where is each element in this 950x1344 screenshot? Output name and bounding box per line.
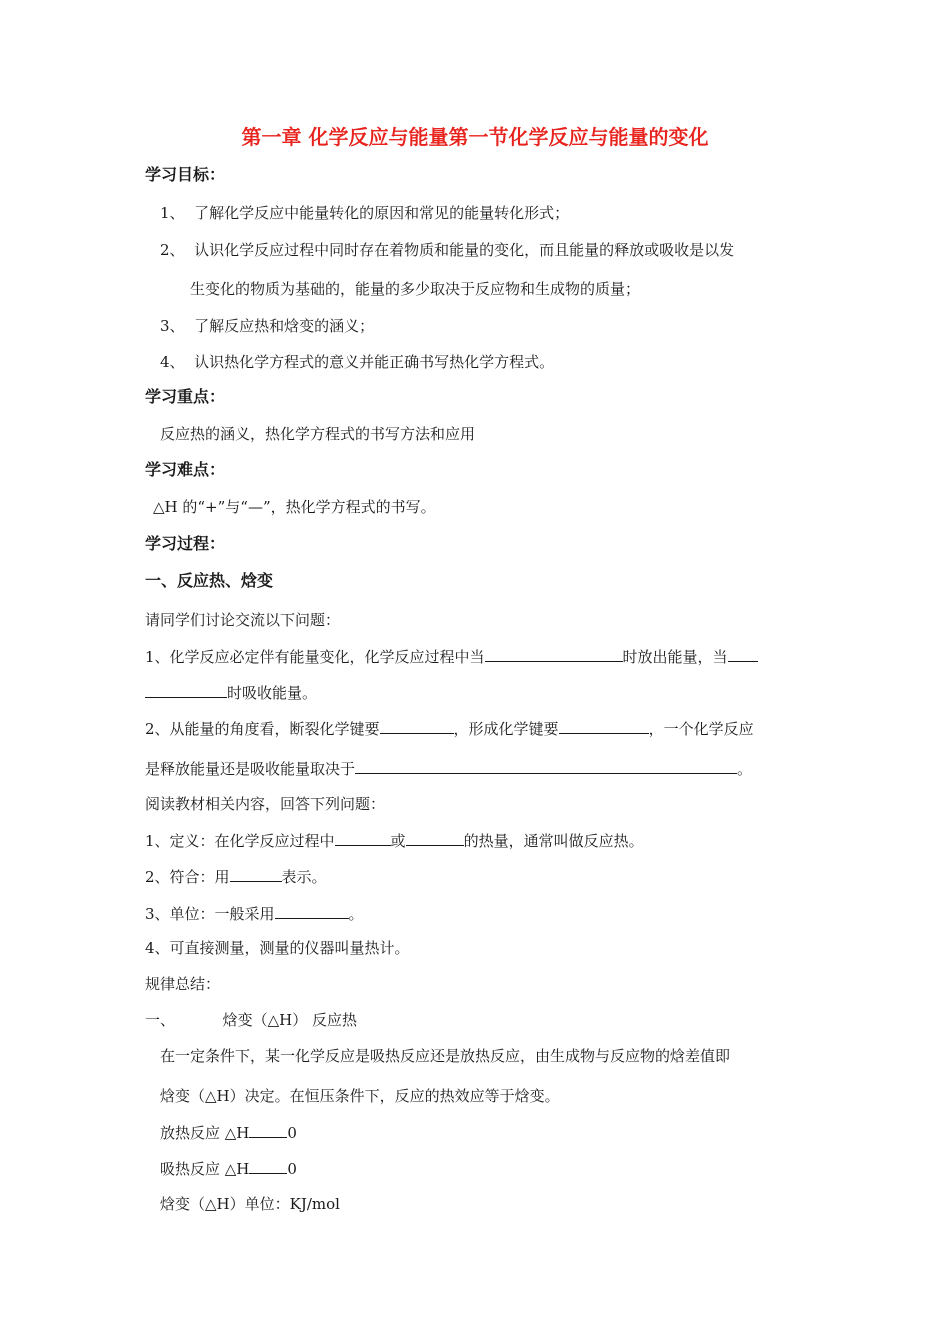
endothermic-line [160,1158,297,1179]
item-number: 4、 [160,353,185,371]
fill-blank[interactable] [145,682,227,698]
question-text: 表示。 [281,868,327,886]
question-text: 3、单位：一般采用 [145,905,275,923]
fill-blank[interactable] [355,758,737,774]
reading-intro: 阅读教材相关内容，回答下列问题： [145,795,386,813]
fill-blank[interactable] [406,830,464,846]
summary-heading: 规律总结： [145,975,221,993]
fill-blank[interactable] [728,646,758,662]
objectives-heading: 学习目标： [145,165,226,184]
question-text: 0 [287,1124,297,1142]
reading-question-3 [145,903,364,924]
process-heading: 学习过程： [145,534,226,553]
difficulty-text: △H 的“+”与“—”，热化学方程式的书写。 [153,498,436,516]
question-text: 放热反应 △H [160,1124,250,1142]
question-text: 1、化学反应必定伴有能量变化，化学反应过程中当 [145,648,485,666]
fill-blank[interactable] [275,903,349,919]
summary-paragraph-continuation: 焓变（△H）决定。在恒压条件下，反应的热效应等于焓变。 [160,1087,560,1105]
summary-subheading [145,1010,357,1030]
question-text: 2、符合：用 [145,868,230,886]
fill-blank[interactable] [249,1122,287,1138]
question-text: 的热量，通常叫做反应热。 [463,832,644,850]
question-text: 。 [737,760,753,778]
question-text: 时吸收能量。 [227,684,318,702]
item-number: 2、 [160,241,185,259]
difficulty-heading: 学习难点： [145,460,226,479]
question-1-continuation [145,682,317,703]
reading-question-4: 4、可直接测量，测量的仪器叫量热计。 [145,939,410,957]
question-text: 1、定义：在化学反应过程中 [145,832,335,850]
objective-item [160,352,554,372]
reading-question-2 [145,866,327,887]
exothermic-line [160,1122,297,1143]
question-text: 或 [390,832,406,850]
question-text: 2、从能量的角度看，断裂化学键要 [145,720,380,738]
objective-item [160,316,374,336]
question-text: 。 [348,905,364,923]
item-text: 焓变（△H） 反应热 [222,1011,357,1029]
fill-blank[interactable] [559,718,649,734]
focus-text: 反应热的涵义，热化学方程式的书写方法和应用 [160,425,476,443]
question-2 [145,718,754,739]
question-2-continuation [145,758,752,779]
question-text: 时放出能量，当 [622,648,728,666]
fill-blank[interactable] [230,866,282,882]
enthalpy-unit-line: 焓变（△H）单位：KJ/mol [160,1195,340,1213]
objective-item-continuation: 生变化的物质为基础的，能量的多少取决于反应物和生成物的质量； [190,280,641,298]
question-text: 0 [287,1160,297,1178]
section-heading: 一、反应热、焓变 [145,571,274,590]
item-text: 认识化学反应过程中同时存在着物质和能量的变化，而且能量的释放或吸收是以发 [194,241,735,259]
item-text: 了解反应热和焓变的涵义； [194,317,375,335]
item-number: 一、 [145,1011,176,1029]
question-text: ，形成化学键要 [453,720,559,738]
question-text: 吸热反应 △H [160,1160,250,1178]
page-title: 第一章 化学反应与能量第一节化学反应与能量的变化 [241,125,709,149]
objective-item [160,240,734,260]
item-text: 了解化学反应中能量转化的原因和常见的能量转化形式； [194,204,570,222]
question-text: 是释放能量还是吸收能量取决于 [145,760,356,778]
fill-blank[interactable] [380,718,454,734]
question-text: ，一个化学反应 [648,720,754,738]
focus-heading: 学习重点： [145,387,226,406]
fill-blank[interactable] [249,1158,287,1174]
fill-blank[interactable] [485,646,623,662]
reading-question-1 [145,830,644,851]
item-number: 3、 [160,317,185,335]
item-number: 1、 [160,204,185,222]
summary-paragraph: 在一定条件下，某一化学反应是吸热反应还是放热反应，由生成物与反应物的焓差值即 [160,1047,731,1065]
objective-item [160,203,569,223]
fill-blank[interactable] [335,830,391,846]
item-text: 认识热化学方程式的意义并能正确书写热化学方程式。 [194,353,555,371]
discussion-intro: 请同学们讨论交流以下问题： [145,611,341,629]
question-1 [145,646,758,667]
